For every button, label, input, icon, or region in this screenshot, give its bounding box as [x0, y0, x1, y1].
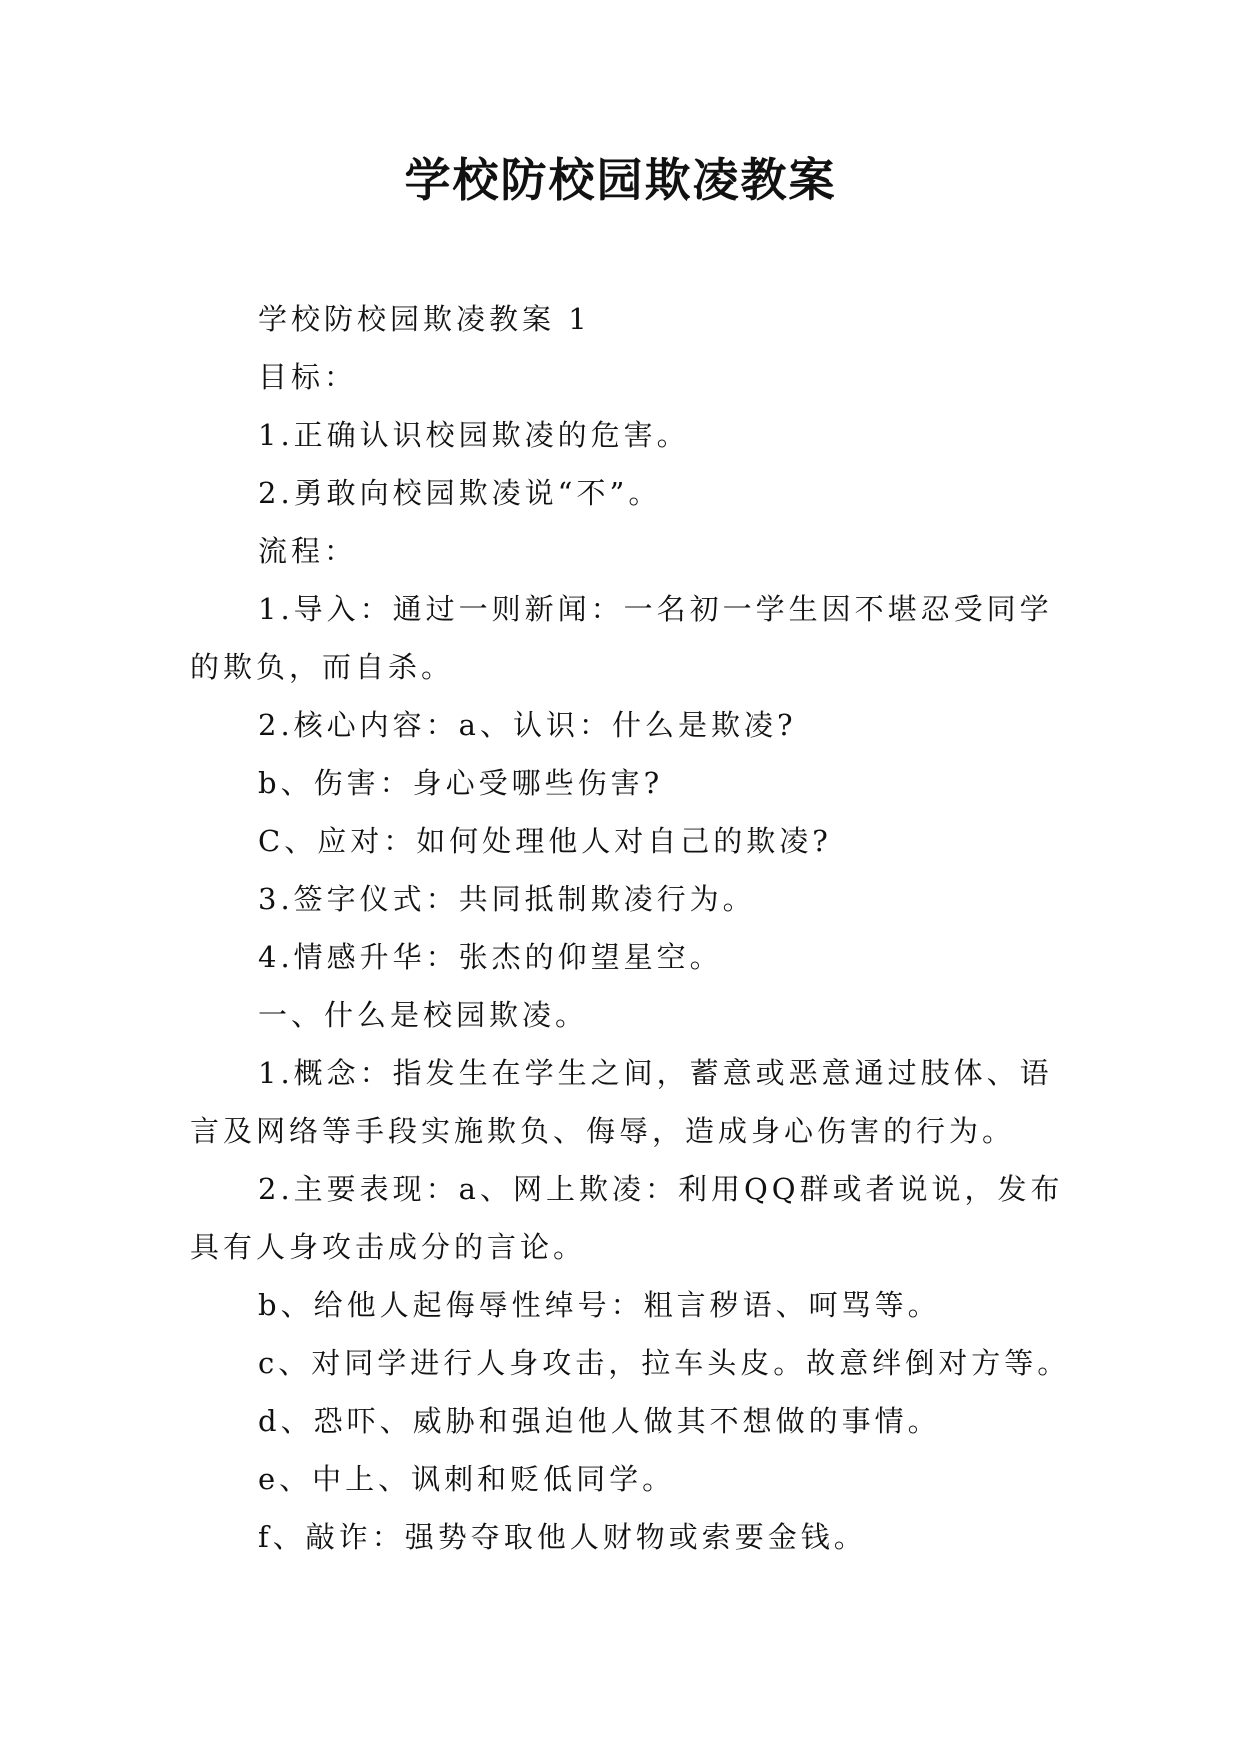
paragraph: c、对同学进行人身攻击，拉车头皮。故意绊倒对方等。 — [258, 1346, 1071, 1380]
paragraph: 流程： — [258, 534, 358, 568]
paragraph: 1.正确认识校园欺凌的危害。 — [258, 418, 690, 452]
paragraph: 目标： — [258, 360, 358, 394]
paragraph: b、给他人起侮辱性绰号：粗言秽语、呵骂等。 — [258, 1288, 941, 1322]
paragraph: 学校防校园欺凌教案 1 — [258, 302, 591, 336]
paragraph: 2.核心内容：a、认识：什么是欺凌? — [258, 708, 797, 742]
paragraph: C、应对：如何处理他人对自己的欺凌? — [258, 824, 832, 858]
paragraph: d、恐吓、威胁和强迫他人做其不想做的事情。 — [258, 1404, 941, 1438]
paragraph: 2.主要表现：a、网上欺凌：利用QQ群或者说说，发布具有人身攻击成分的言论。 — [190, 1172, 1064, 1264]
paragraph: 3.签字仪式：共同抵制欺凌行为。 — [258, 882, 756, 916]
paragraph: 2.勇敢向校园欺凌说“不”。 — [258, 476, 662, 510]
paragraph: f、敲诈：强势夺取他人财物或索要金钱。 — [258, 1520, 867, 1554]
document-title: 学校防校园欺凌教案 — [404, 153, 837, 207]
paragraph: b、伤害：身心受哪些伤害? — [258, 766, 664, 800]
paragraph: 1.导入：通过一则新闻：一名初一学生因不堪忍受同学的欺负，而自杀。 — [190, 592, 1053, 684]
paragraph: 一、什么是校园欺凌。 — [258, 998, 589, 1032]
document-body — [190, 290, 1080, 1566]
paragraph: e、中上、讽刺和贬低同学。 — [258, 1462, 676, 1496]
paragraph: 1.概念：指发生在学生之间，蓄意或恶意通过肢体、语言及网络等手段实施欺负、侮辱，造成身心伤害的行为。 — [190, 1056, 1053, 1148]
paragraph: 4.情感升华：张杰的仰望星空。 — [258, 940, 723, 974]
